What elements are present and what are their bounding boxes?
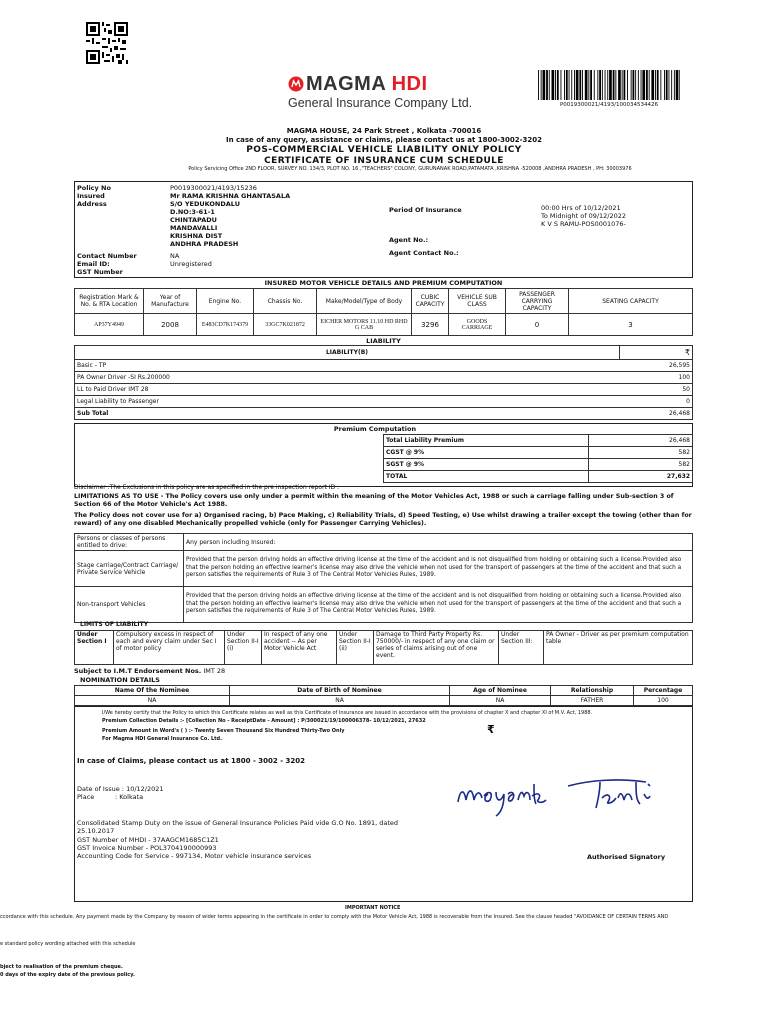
- company-address: MAGMA HOUSE, 24 Park Street , Kolkata -700016: [286, 127, 482, 135]
- vehicle-header: CUBIC CAPACITY: [412, 289, 449, 314]
- barcode-bar: [549, 70, 550, 100]
- insured-value: Mr RAMA KRISHNA GHANTASALA: [170, 192, 291, 200]
- barcode-bar: [605, 70, 606, 100]
- limits-table: [74, 630, 693, 665]
- liability-row-value: 26,595: [620, 360, 693, 372]
- barcode-bar: [671, 70, 672, 100]
- premium-row-value: 26,468: [589, 435, 693, 447]
- company-subtitle: General Insurance Company Ltd.: [288, 96, 473, 110]
- barcode-bar: [585, 70, 588, 100]
- premium-table: [383, 434, 693, 483]
- limitations-1: LIMITATIONS AS TO USE - The Policy covers use only under a permit within the meaning of the Motor Vehicles Act, 1988 or such a carriage falling under Sub-section 3 of Section 66 of the Motor Vehicle's Act 1988.: [74, 493, 674, 508]
- nomination-cell: NA: [75, 696, 230, 706]
- limits-cell: Damage to Third Party Property Rs. 750000/- in respect of any one claim or series of claims arising out of one event.: [374, 631, 499, 665]
- nomination-title: NOMINATION DETAILS: [80, 676, 160, 684]
- premium-row-label: TOTAL: [384, 471, 589, 483]
- vehicle-header: Year of Manufacture: [144, 289, 197, 314]
- barcode-bar: [569, 70, 570, 100]
- vehicle-cell: E483CD7K174379: [197, 314, 254, 336]
- issue-place-value: : Kolkata: [114, 793, 144, 801]
- barcode-bar: [624, 70, 626, 100]
- notice-line: bject to realisation of the premium cheque.: [0, 964, 123, 970]
- vehicle-cell: 3296: [412, 314, 449, 336]
- liability-row-label: LL to Paid Driver IMT 28: [75, 384, 620, 396]
- period-to: To Midnight of 09/12/2022: [541, 212, 627, 220]
- limits-cell: Under Section II-I (i): [225, 631, 262, 665]
- declaration-line: Premium Amount in Word's ( ) :- Twenty Seven Thousand Six Hundred Thirty-Two Only: [102, 728, 345, 734]
- vehicle-cell: 0: [506, 314, 569, 336]
- address-line: D.NO:3-61-1: [170, 208, 215, 216]
- barcode-bar: [609, 70, 612, 100]
- barcode-bar: [582, 70, 583, 100]
- company-logo: MAGMA HDI: [306, 73, 428, 95]
- policy-title: POS-COMMERCIAL VEHICLE LIABILITY ONLY POLICY: [246, 145, 522, 155]
- barcode-bar: [590, 70, 592, 100]
- nomination-header: Age of Nominee: [450, 686, 551, 696]
- barcode-bar: [538, 70, 539, 100]
- barcode-bar: [674, 70, 675, 100]
- driver-table: [74, 533, 693, 623]
- vehicle-header: Engine No.: [197, 289, 254, 314]
- subtotal-label: Sub Total: [75, 408, 620, 420]
- barcode-bar: [602, 70, 603, 100]
- barcode-bar: [574, 70, 575, 100]
- barcode-bar: [594, 70, 595, 100]
- premium-row-label: Total Liability Premium: [384, 435, 589, 447]
- nomination-cell: FATHER: [551, 696, 634, 706]
- stamp-duty: Consolidated Stamp Duty on the issue of General Insurance Policies Paid vide G.O No. 1891, dated 25.10.2017: [77, 819, 399, 835]
- barcode-bar: [543, 70, 546, 100]
- barcode-bar: [679, 70, 680, 100]
- policy-details-box: [74, 181, 693, 278]
- nomination-header: Percentage: [634, 686, 693, 696]
- driver-value: Any person including Insured:: [184, 534, 693, 551]
- gst-value: Unregistered: [170, 260, 212, 268]
- barcode-bar: [642, 70, 645, 100]
- premium-row-value: 582: [589, 459, 693, 471]
- barcode-bar: [669, 70, 670, 100]
- accounting-code: Accounting Code for Service - 997134, Motor vehicle insurance services: [77, 852, 312, 860]
- declaration-line: Premium Collection Details :- [Collection No - ReceiptDate - Amount] : P/300021/19/100006378- 10/12/2021, 27632: [102, 718, 426, 724]
- barcode-bar: [599, 70, 601, 100]
- premium-title: Premium Computation: [333, 425, 417, 433]
- barcode-bar: [607, 70, 608, 100]
- email-label: Email ID:: [77, 260, 110, 268]
- vehicle-header: SEATING CAPACITY: [569, 289, 693, 314]
- barcode-bar: [615, 70, 616, 100]
- magma-logo-icon: [288, 76, 304, 92]
- policy-no-label: Policy No: [77, 184, 111, 192]
- limitations-2: The Policy does not cover use for a) Organised racing, b) Pace Making, c) Reliability Trials, d) Speed Testing, e) Use whilst drawing a trailer except the towing (other than for reward) of any one disabled Mechanically propelled vehicle (only for Passenger Carrying Vehicles).: [74, 512, 692, 527]
- notice-line: ccordance with this schedule. Any payment made by the Company by reason of wider terms appearing in the certificate in order to comply with the Motor Vehicle Act, 1988 is recoverable from the Insured. See the clause headed "AVOIDANCE OF CERTAIN TERMS AND: [0, 914, 669, 920]
- insured-label: Insured: [77, 192, 105, 200]
- vehicle-cell: EICHER MOTORS 11.10 HD RHD G CAB: [317, 314, 412, 336]
- barcode-bar: [655, 70, 656, 100]
- barcode-bar: [622, 70, 623, 100]
- barcode-bar: [555, 70, 556, 100]
- qr-code: [86, 22, 128, 64]
- liability-sub-title: LIABILITY(B): [75, 346, 620, 360]
- barcode-bar: [651, 70, 654, 100]
- gst-invoice: GST Invoice Number - POL3704190000993: [77, 844, 217, 852]
- limits-cell: Under Section II-I (ii): [337, 631, 374, 665]
- driver-label: Persons or classes of persons entitled to drive:: [75, 534, 184, 551]
- declaration-line: I/We hereby certify that the Policy to which this Certificate relates as well as this Certificate of Insurance are issued in accordance with the provisions of chapter X and chapter XI of M.V. Act, 1988.: [102, 710, 593, 716]
- barcode-bar: [638, 70, 639, 100]
- policy-subtitle: CERTIFICATE OF INSURANCE CUM SCHEDULE: [264, 156, 504, 166]
- contact-line: In case of any query, assistance or claims, please contact us at 1800-3002-3202: [225, 136, 543, 144]
- vehicle-header: PASSENGER CARRYING CAPACITY: [506, 289, 569, 314]
- barcode-bar: [613, 70, 615, 100]
- barcode-bar: [618, 70, 621, 100]
- barcode-bar: [597, 70, 598, 100]
- subtotal-value: 26,468: [620, 408, 693, 420]
- barcode-bar: [664, 70, 665, 100]
- nomination-cell: 100: [634, 696, 693, 706]
- barcode-bar: [660, 70, 661, 100]
- barcode-bar: [641, 70, 642, 100]
- barcode-bar: [627, 70, 628, 100]
- address-line: S/O YEDUKONDALU: [170, 200, 240, 208]
- address-line: MANDAVALLI: [170, 224, 218, 232]
- vehicle-cell: 2008: [144, 314, 197, 336]
- issue-place-label: Place: [77, 793, 95, 801]
- contact-value: NA: [170, 252, 180, 260]
- contact-label: Contact Number: [77, 252, 137, 260]
- endorsement-value: IMT 28: [203, 667, 226, 675]
- barcode-bar: [541, 70, 542, 100]
- agent-contact-label: Agent Contact No.:: [389, 249, 459, 257]
- vehicle-section-title: INSURED MOTOR VEHICLE DETAILS AND PREMIUM COMPUTATION: [264, 279, 503, 287]
- liability-row-label: Legal Liability to Passenger: [75, 396, 620, 408]
- notice-line: e standard policy wording attached with this schedule: [0, 941, 136, 947]
- barcode-bar: [646, 70, 648, 100]
- premium-row-label: CGST @ 9%: [384, 447, 589, 459]
- stage-text: Provided that the person driving holds an effective driving license at the time of the accident and is not disqualified from holding or obtaining such a license.Provided also that the person holding an effective learner's license may also drive the vehicle when not used for the transport of passengers at the time of the accident and that such a person satisfies the requirements of Rule 3 of The Central Motor Vehicles Rules, 1989.: [184, 551, 693, 587]
- nomination-cell: NA: [450, 696, 551, 706]
- declaration-line: For Magma HDI General Insurance Co. Ltd.: [102, 736, 223, 742]
- nomination-header: Date of Birth of Nominee: [230, 686, 450, 696]
- barcode-bar: [552, 70, 555, 100]
- barcode-bar: [635, 70, 636, 100]
- nomination-header: Relationship: [551, 686, 634, 696]
- vehicle-cell: 3: [569, 314, 693, 336]
- premium-total-value: 27,632: [589, 471, 693, 483]
- stage-label: Stage carriage/Contract Carriage/ Private Service Vehicle: [75, 551, 184, 587]
- barcode-bar: [633, 70, 635, 100]
- barcode-number: P0019300021/4193/100034534426: [559, 102, 658, 108]
- vehicle-cell: GOODS CARRIAGE: [449, 314, 506, 336]
- period-label: Period Of Insurance: [389, 206, 462, 214]
- address-line: ANDHRA PRADESH: [170, 240, 239, 248]
- barcode-bar: [649, 70, 650, 100]
- limits-title: LIMITS OF LIABILITY: [80, 621, 149, 628]
- signature: [450, 770, 690, 820]
- limits-cell: Compulsory excess in respect of each and every claim under Sec I of motor policy: [114, 631, 225, 665]
- vehicle-table: [74, 288, 693, 336]
- limits-cell: Under Section I: [75, 631, 114, 665]
- nontransport-text: Provided that the person driving holds an effective driving license at the time of the accident and is not disqualified from holding or obtaining such a license.Provided also that the person holding an effective learner's license may also drive the vehicle when not used for the transport of passengers at the time of the accident and that such a person satisfies the requirements of Rule 3 of The Central Motor Vehicles Rules, 1989.: [184, 587, 693, 623]
- address-label: Address: [77, 200, 107, 208]
- rupee-icon: ₹: [620, 346, 693, 360]
- contact-values: [170, 252, 370, 268]
- barcode-bar: [676, 70, 679, 100]
- premium-row-label: SGST @ 9%: [384, 459, 589, 471]
- liability-row-value: 50: [620, 384, 693, 396]
- issue-date-label: Date of Issue :: [77, 785, 124, 793]
- issue-date: [77, 785, 164, 793]
- limits-cell: In respect of any one accident -- As per Motor Vehicle Act: [262, 631, 337, 665]
- address-line: KRISHNA DIST: [170, 232, 223, 240]
- issue-date-value: 10/12/2021: [126, 785, 164, 793]
- gst-mhdi: GST Number of MHDI - 37AAGCM1685C1Z1: [77, 836, 219, 844]
- liability-title: LIABILITY: [366, 337, 401, 345]
- disclaimer: Disclaimer :The Exclusions in this policy are as specified in the pre inspection report ID :: [74, 484, 340, 491]
- address-line: CHINTAPADU: [170, 216, 217, 224]
- contact-labels: [77, 252, 167, 276]
- policy-labels: [77, 184, 167, 208]
- notice-title: IMPORTANT NOTICE: [345, 905, 401, 911]
- rupee-symbol: ₹: [487, 723, 495, 736]
- nontransport-label: Non-transport Vehicles: [75, 587, 184, 623]
- barcode-bar: [579, 70, 581, 100]
- liability-row-label: Basic - TP: [75, 360, 620, 372]
- policy-no-value: P0019300021/4193/15236: [170, 184, 257, 192]
- vehicle-header: Registration Mark & No. & RTA Location: [75, 289, 144, 314]
- barcode-bar: [564, 70, 565, 100]
- endorsement: [74, 667, 225, 675]
- nomination-cell: NA: [230, 696, 450, 706]
- notice-line: 0 days of the expiry date of the previous policy.: [0, 972, 135, 978]
- servicing-office: Policy Servicing Office 2ND FLOOR, SURVEY NO. 134/3, PLOT NO. 16 ,"TEACHERS" COLONY, GURUNANAK ROAD,PATAMATA ,KRISHNA -520008 ,ANDHRA PRADESH , PH: 30003976: [188, 166, 632, 172]
- vehicle-header: Make/Model/Type of Body: [317, 289, 412, 314]
- vehicle-header: Chassis No.: [254, 289, 317, 314]
- endorsement-label: Subject to I.M.T Endorsement Nos.: [74, 667, 202, 675]
- gst-label: GST Number: [77, 268, 123, 276]
- limits-cell: PA Owner - Driver as per premium computation table: [544, 631, 693, 665]
- vehicle-cell: 33GC7K021872: [254, 314, 317, 336]
- liability-row-value: 0: [620, 396, 693, 408]
- liability-row-label: PA Owner Driver -SI Rs.200000: [75, 372, 620, 384]
- barcode-bar: [576, 70, 579, 100]
- nomination-table: [74, 685, 693, 706]
- agent-code: K V S RAMU-POS0001076-: [541, 220, 626, 228]
- issue-place: [77, 793, 143, 801]
- period-from: 00:00 Hrs of 10/12/2021: [541, 204, 621, 212]
- nomination-header: Name Of the Nominee: [75, 686, 230, 696]
- agent-label: Agent No.:: [389, 236, 429, 244]
- vehicle-cell: AP37Y4949: [75, 314, 144, 336]
- period-values: [541, 204, 691, 228]
- barcode-bar: [588, 70, 589, 100]
- premium-row-value: 582: [589, 447, 693, 459]
- policy-values: [170, 184, 380, 248]
- claims-contact: In case of Claims, please contact us at 1800 - 3002 - 3202: [77, 757, 306, 765]
- barcode-bar: [631, 70, 632, 100]
- barcode: [538, 70, 680, 100]
- barcode-bar: [571, 70, 572, 100]
- barcode-bar: [657, 70, 659, 100]
- liability-row-value: 100: [620, 372, 693, 384]
- barcode-bar: [561, 70, 562, 100]
- barcode-bar: [666, 70, 668, 100]
- authorised-signatory: Authorised Signatory: [587, 853, 666, 861]
- vehicle-header: VEHICLE SUB CLASS: [449, 289, 506, 314]
- barcode-bar: [557, 70, 559, 100]
- barcode-bar: [546, 70, 548, 100]
- liability-table: [74, 345, 693, 420]
- barcode-bar: [566, 70, 568, 100]
- limits-cell: Under Section III:: [499, 631, 544, 665]
